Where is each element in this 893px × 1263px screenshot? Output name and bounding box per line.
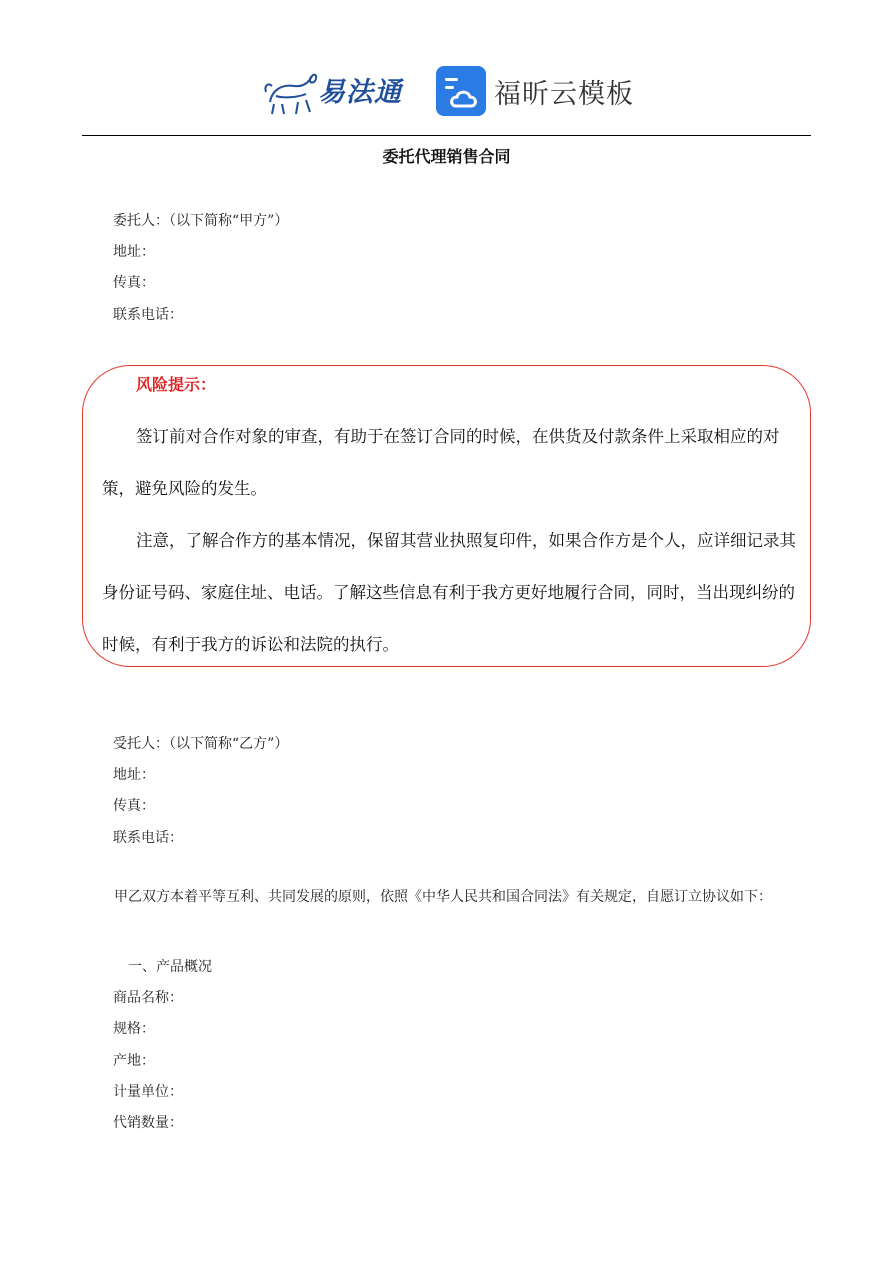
risk-warning-paragraph-2: 注意，了解合作方的基本情况，保留其营业执照复印件，如果合作方是个人，应详细记录其身份证号码、家庭住址、电话。了解这些信息有利于我方更好地履行合同，同时，当出现纠纷的时候，有利于我方的诉讼和法院的执行。 [102, 531, 796, 654]
field-specification: 规格： [113, 1021, 155, 1037]
yifatong-logo [262, 62, 412, 118]
party-b-address: 地址： [113, 767, 155, 783]
fuxin-cloud-icon [436, 66, 486, 116]
party-a-address: 地址： [113, 244, 155, 260]
party-b-label: 受托人：（以下简称“乙方”） [113, 736, 289, 752]
document-title: 委托代理销售合同 [382, 147, 511, 166]
party-a-label: 委托人：（以下简称“甲方”） [113, 213, 289, 229]
yifatong-text: 易法通 [318, 77, 402, 108]
party-b-phone: 联系电话： [113, 830, 183, 846]
party-a-phone: 联系电话： [113, 307, 183, 323]
qilin-icon [262, 62, 322, 118]
risk-warning-title: 风险提示： [136, 375, 217, 394]
field-product-name: 商品名称： [113, 990, 183, 1006]
page-header [0, 58, 893, 124]
party-b-fax: 传真： [113, 798, 155, 814]
risk-warning-paragraph-1: 签订前对合作对象的审查，有助于在签订合同的时候，在供货及付款条件上采取相应的对策，避免风险的发生。 [102, 427, 780, 498]
preamble-paragraph: 甲乙双方本着平等互利、共同发展的原则，依照《中华人民共和国合同法》有关规定，自愿订立协议如下： [114, 889, 772, 905]
section-1-heading: 一、产品概况 [128, 959, 212, 975]
fuxin-brand-text: 福昕云模板 [494, 79, 634, 110]
field-unit: 计量单位： [113, 1084, 183, 1100]
field-origin: 产地： [113, 1053, 155, 1069]
field-quantity: 代销数量： [113, 1115, 183, 1131]
party-a-fax: 传真： [113, 275, 155, 291]
header-divider [82, 135, 811, 136]
